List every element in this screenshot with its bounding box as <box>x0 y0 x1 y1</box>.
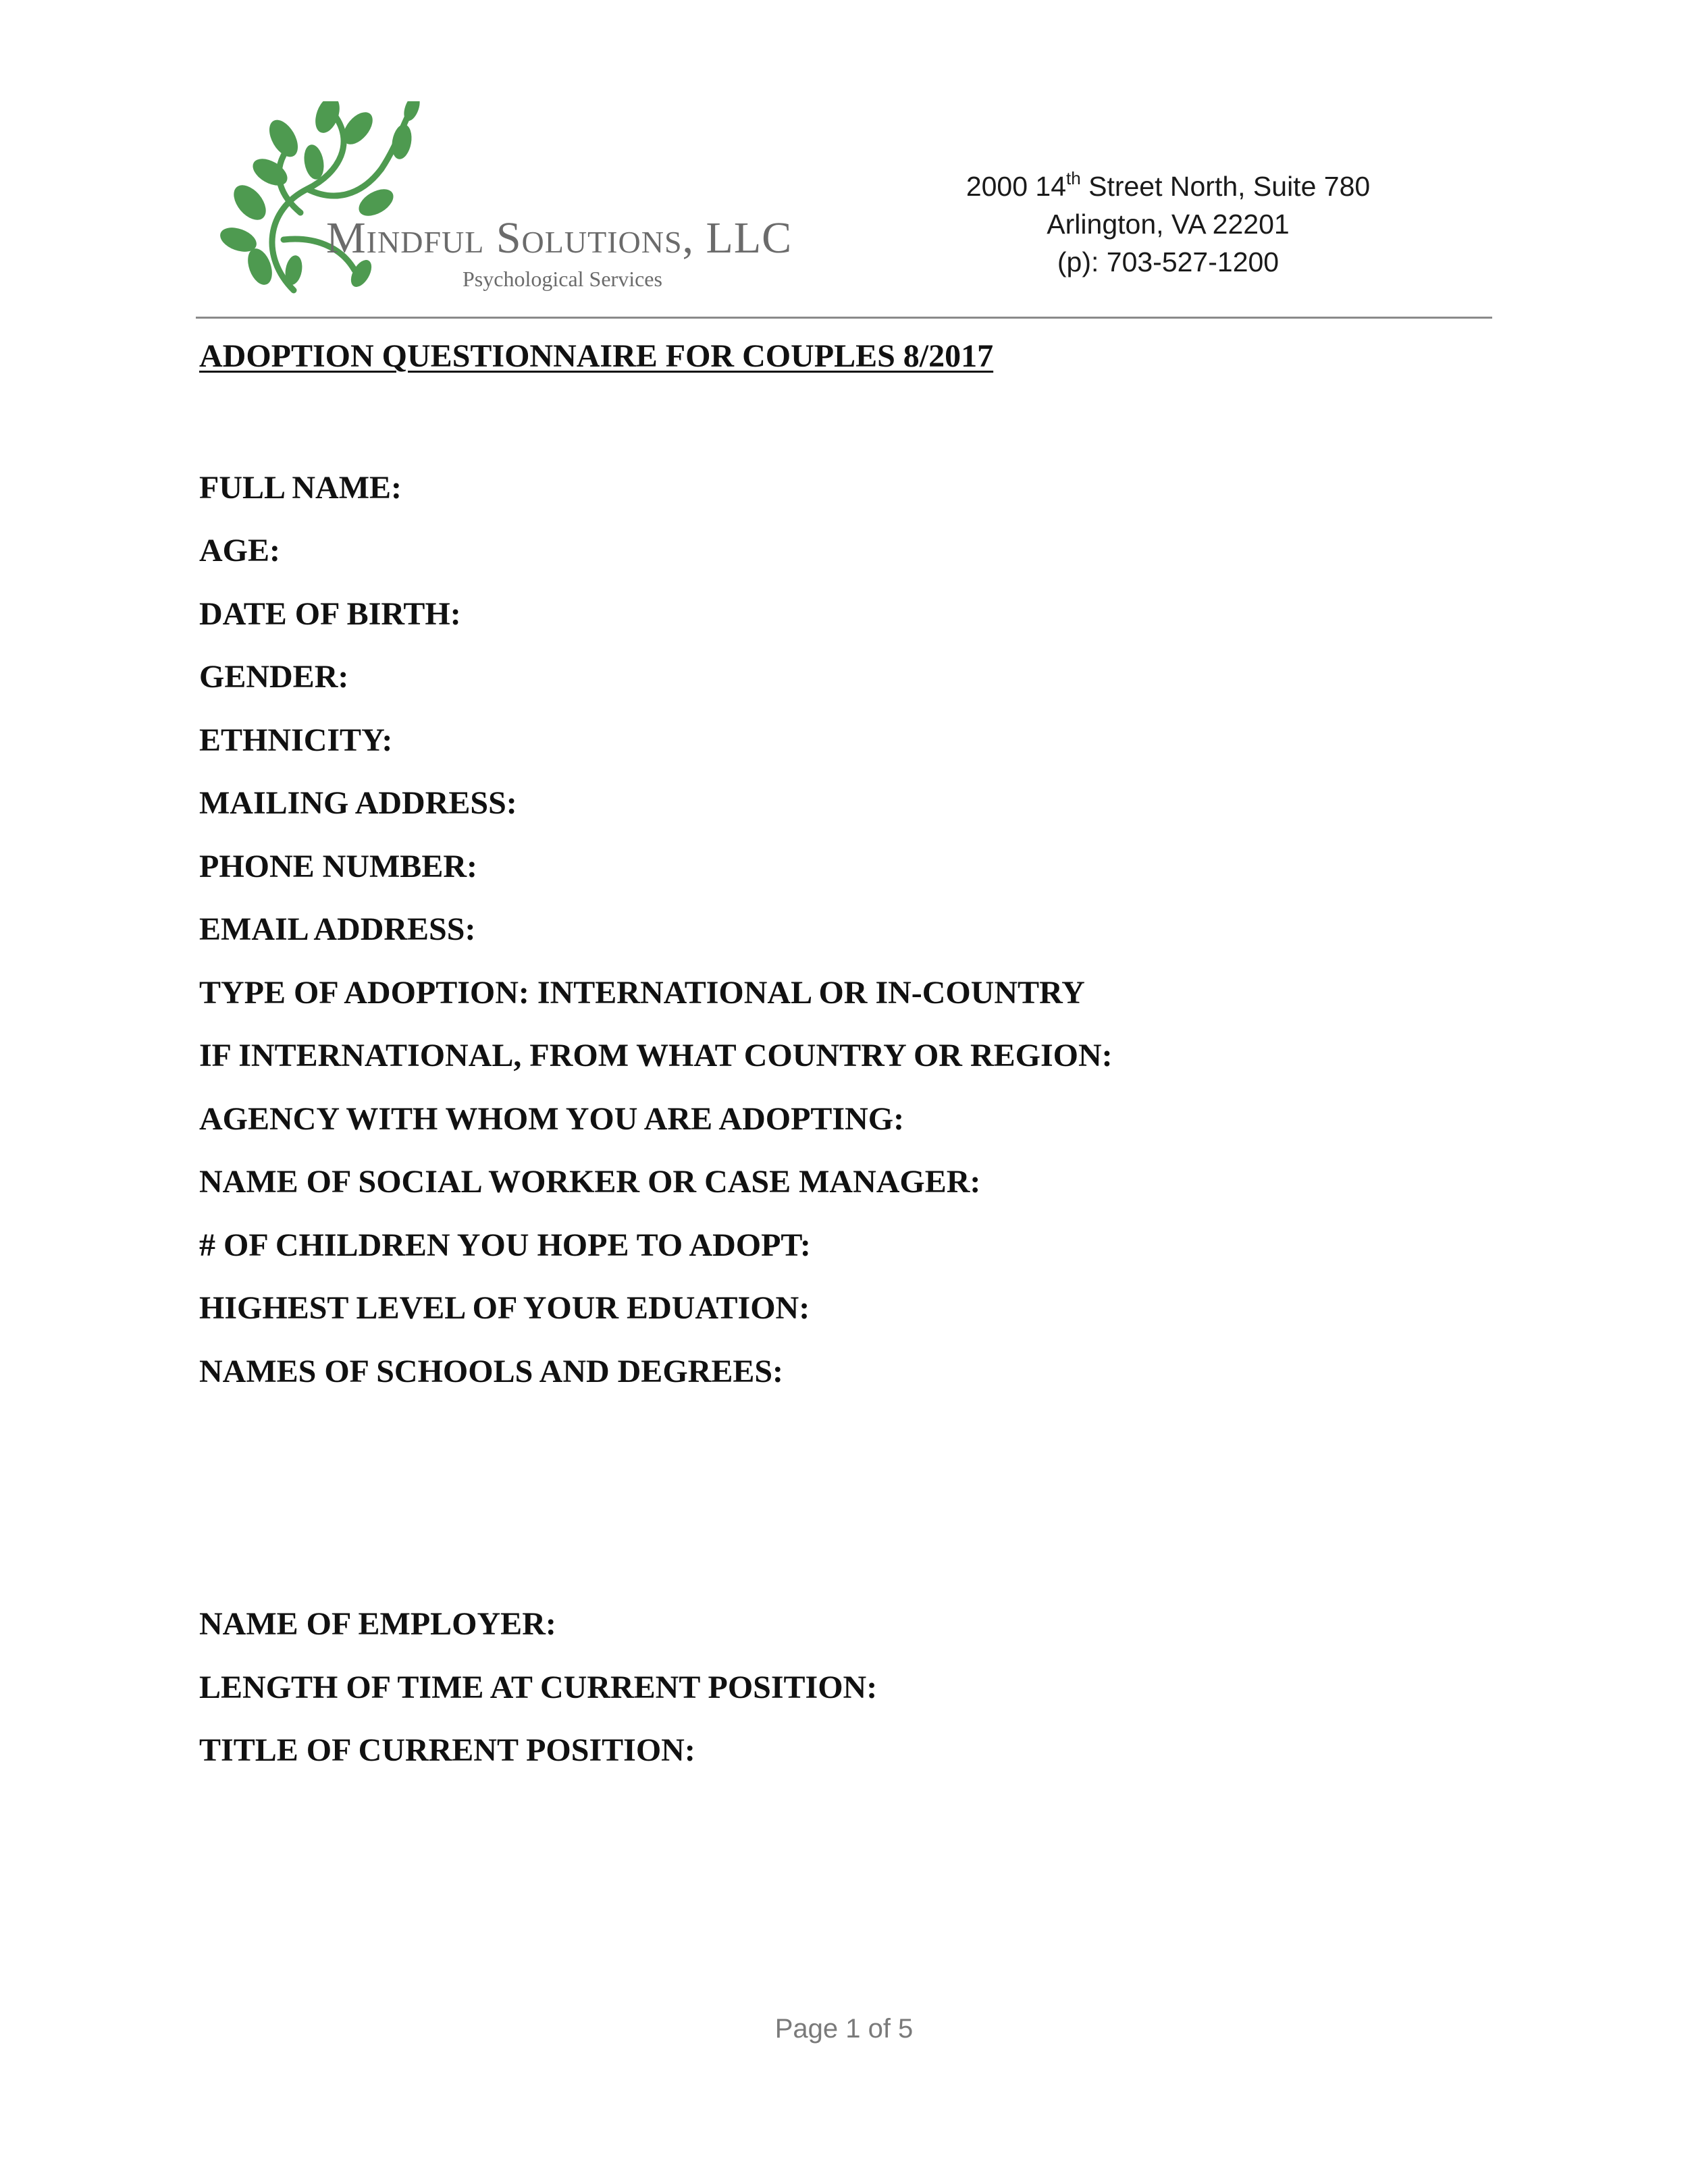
document-title: ADOPTION QUESTIONNAIRE FOR COUPLES 8/2017 <box>199 338 994 374</box>
address-phone: (p): 703-527-1200 <box>1057 246 1280 277</box>
address-city: Arlington, VA 22201 <box>1047 209 1290 240</box>
field-label-time-at-position: LENGTH OF TIME AT CURRENT POSITION: <box>199 1670 878 1705</box>
field-label-employer: NAME OF EMPLOYER: <box>199 1606 556 1642</box>
field-label-phone-number: PHONE NUMBER: <box>199 849 477 884</box>
field-label-age: AGE: <box>199 533 280 568</box>
field-label-schools-degrees: NAMES OF SCHOOLS AND DEGREES: <box>199 1354 784 1389</box>
address-street-name: Street North, Suite 780 <box>1080 171 1371 202</box>
header-divider <box>196 317 1492 319</box>
field-label-position-title: TITLE OF CURRENT POSITION: <box>199 1732 695 1768</box>
field-label-email-address: EMAIL ADDRESS: <box>199 911 476 947</box>
vine-leaves-icon <box>219 101 422 297</box>
field-label-ethnicity: ETHNICITY: <box>199 722 393 758</box>
logo-company-name: Mindful Solutions, LLC <box>326 213 793 263</box>
field-label-number-of-children: # OF CHILDREN YOU HOPE TO ADOPT: <box>199 1227 811 1263</box>
field-label-full-name: FULL NAME: <box>199 470 402 506</box>
field-label-social-worker: NAME OF SOCIAL WORKER OR CASE MANAGER: <box>199 1164 981 1200</box>
field-label-international-country: IF INTERNATIONAL, FROM WHAT COUNTRY OR REGION: <box>199 1038 1113 1073</box>
field-label-date-of-birth: DATE OF BIRTH: <box>199 596 461 632</box>
address-street-number: 2000 14 <box>966 171 1067 202</box>
address-block <box>939 167 1398 281</box>
field-label-mailing-address: MAILING ADDRESS: <box>199 785 517 821</box>
logo-tagline: Psychological Services <box>463 267 662 291</box>
address-street <box>939 167 1398 205</box>
page-number: Page 1 of 5 <box>774 2014 914 2044</box>
field-label-agency: AGENCY WITH WHOM YOU ARE ADOPTING: <box>199 1101 905 1137</box>
field-label-gender: GENDER: <box>199 659 349 695</box>
field-label-education-level: HIGHEST LEVEL OF YOUR EDUATION: <box>199 1290 810 1326</box>
company-logo <box>219 101 847 297</box>
address-street-ordinal: th <box>1066 168 1081 189</box>
field-label-type-of-adoption: TYPE OF ADOPTION: INTERNATIONAL OR IN-COUNTRY <box>199 975 1085 1011</box>
